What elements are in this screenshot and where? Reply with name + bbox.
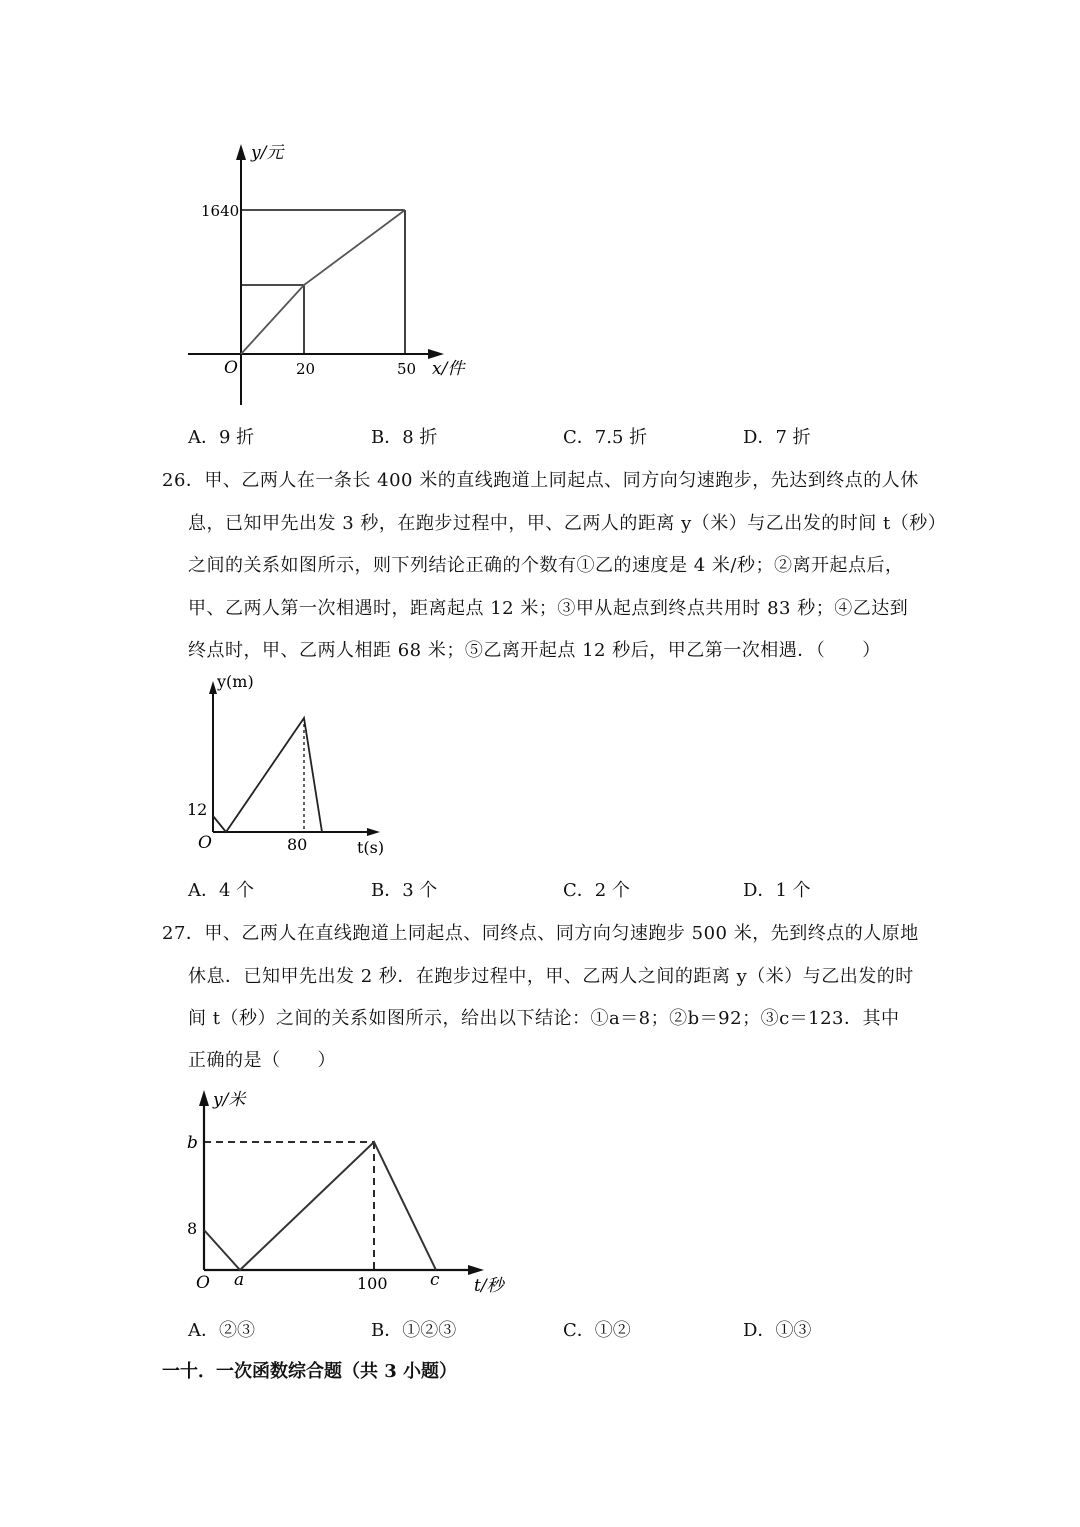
section-heading: 一十．一次函数综合题（共 3 小题） [162,1361,458,1382]
option-text: 3 个 [402,880,438,901]
q27-figure [180,1082,520,1302]
q25-x-tick-20: 20 [296,360,316,378]
option-text: 4 个 [219,880,255,901]
q27-origin: O [196,1273,210,1293]
q27-x-label: t/秒 [474,1276,504,1296]
q27-option-c[interactable] [563,1316,631,1342]
q26-y-label: y(m) [217,672,254,691]
q26-y-tick-12: 12 [187,800,208,819]
q27-x-tick-a: a [234,1270,245,1290]
q27-x-arrow [468,1265,484,1275]
q27-line-3: 间 t（秒）之间的关系如图所示，给出以下结论：①a＝8；②b＝92；③c＝123．其中 [188,1008,900,1029]
q25-option-c[interactable] [563,423,647,449]
option-key: B． [371,1320,403,1341]
option-key: C． [563,1320,595,1341]
q27-x-tick-100: 100 [357,1274,388,1293]
q26-line-3: 之间的关系如图所示，则下列结论正确的个数有①乙的速度是 4 米/秒；②离开起点后， [188,555,904,576]
option-key: D． [743,1320,776,1341]
q26-origin: O [198,833,212,853]
option-key: C． [563,880,595,901]
q25-y-arrow [236,144,246,160]
q25-x-arrow [428,349,444,359]
option-text: 9 折 [219,427,255,448]
q26-figure [180,668,400,863]
q27-y-tick-b: b [187,1133,198,1153]
q25-option-b[interactable] [371,423,437,449]
q25-x-label: x/件 [432,359,465,379]
q27-y-label: y/米 [213,1090,246,1110]
q26-line-2: 息，已知甲先出发 3 秒，在跑步过程中，甲、乙两人的距离 y（米）与乙出发的时间 t（秒） [188,513,947,534]
option-text: 8 折 [402,427,438,448]
option-key: B． [371,880,403,901]
q27-x-tick-c: c [430,1270,440,1290]
q27-line-1: 27．甲、乙两人在直线跑道上同起点、同终点、同方向匀速跑步 500 米，先到终点的人原地 [162,923,919,944]
q25-option-d[interactable] [743,423,811,449]
q26-option-d[interactable] [743,876,811,902]
q25-figure [180,140,480,410]
q27-line-2: 休息．已知甲先出发 2 秒．在跑步过程中，甲、乙两人之间的距离 y（米）与乙出发的时 [188,966,914,987]
q26-x-tick-80: 80 [287,835,308,854]
q27-option-a[interactable] [188,1316,255,1342]
option-key: A． [188,880,219,901]
q25-y-tick-1640: 1640 [201,202,240,220]
q27-option-b[interactable] [371,1316,456,1342]
q26-option-c[interactable] [563,876,630,902]
option-key: C． [563,427,595,448]
option-key: A． [188,1320,219,1341]
option-text: ②③ [219,1320,255,1341]
option-text: 7 折 [775,427,811,448]
option-key: D． [743,880,776,901]
q26-graph-line [213,718,322,832]
q26-option-a[interactable] [188,876,254,902]
q25-graph-line [241,210,405,354]
q26-line-5: 终点时，甲、乙两人相距 68 米；⑤乙离开起点 12 秒后，甲乙第一次相遇．（ ） [188,640,881,661]
q26-option-b[interactable] [371,876,437,902]
option-text: 7.5 折 [594,427,648,448]
q27-option-d[interactable] [743,1316,811,1342]
option-key: B． [371,427,403,448]
q27-y-arrow [199,1090,209,1106]
q26-x-arrow [367,828,380,836]
option-text: 2 个 [594,880,630,901]
option-text: ①③ [775,1320,812,1341]
option-key: D． [743,427,776,448]
option-text: 1 个 [775,880,811,901]
q25-y-label: y/元 [251,143,284,163]
option-text: ①② [594,1320,631,1341]
q26-y-arrow [209,681,217,694]
option-text: ①②③ [402,1320,457,1341]
q25-option-a[interactable] [188,423,254,449]
q25-origin: O [224,358,238,378]
q26-x-label: t(s) [357,838,385,857]
q27-graph-line [204,1142,436,1270]
q27-line-4: 正确的是（ ） [188,1050,336,1071]
q27-y-tick-8: 8 [187,1219,198,1238]
option-key: A． [188,427,219,448]
q26-line-1: 26．甲、乙两人在一条长 400 米的直线跑道上同起点、同方向匀速跑步，先达到终点的人休 [162,470,919,491]
q25-x-tick-50: 50 [397,360,417,378]
q26-line-4: 甲、乙两人第一次相遇时，距离起点 12 米；③甲从起点到终点共用时 83 秒；④乙达到 [188,598,909,619]
